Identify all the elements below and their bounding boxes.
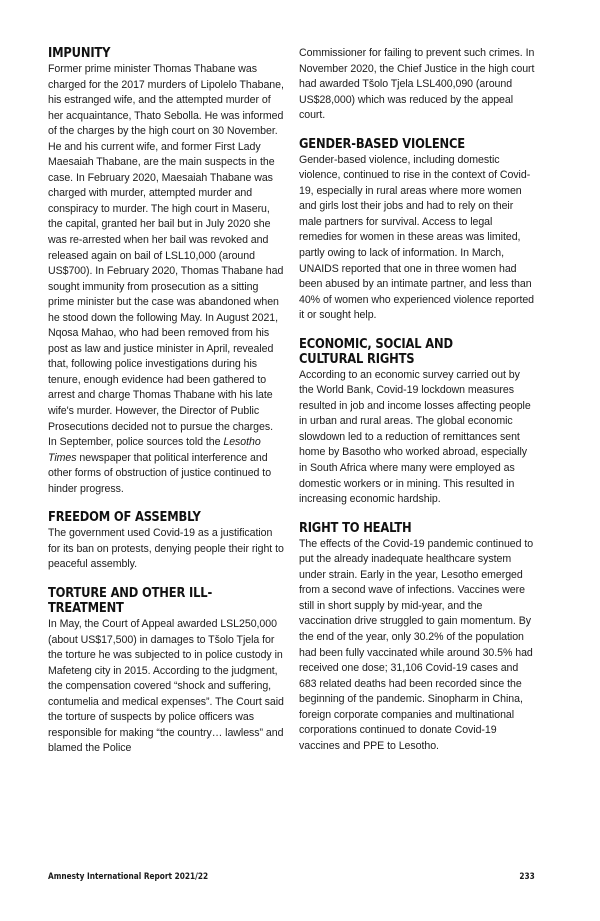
torture-heading: TORTURE AND OTHER ILL-TREATMENT xyxy=(48,585,213,616)
left-column xyxy=(48,46,284,757)
health-section xyxy=(299,521,535,755)
impunity-text: Former prime minister Thomas Thabane was charged for the 2017 murders of Lipolelo Thabane, his estranged wife, and the attempted murder of her acquaintance, Thato Sebolla. He was informed of the charges by the high court on 30 November. He and his current wife, and former First Lady Maesaiah Thabane, are the main suspects in the case. In February 2020, Maesaiah Thabane was charged with murder, attempted murder and conspiracy to murder. The high court in Maseru, the capital, granted her bail but in July 2020 she was re-arrested when her bail was revoked and released again on bail of LSL10,000 (around US$700). In February 2020, Thomas Thabane had sought immunity from prosecution as a sitting prime minister but the case was abandoned when he stood down the following May. In August 2021, Nqosa Mahao, who had been removed from his post as law and justice minister in April, revealed that, following police investigations during his tenure, enough evidence had been gathered to arrest and charge Thomas Thabane with his late wife's murder. However, the Director of Public Prosecutions decided not to pursue the charges. In September, police sources told the xyxy=(48,63,284,449)
assembly-paragraph: The government used Covid-19 as a justification for its ban on protests, denying people their right to peaceful assembly. xyxy=(48,527,284,571)
torture-section xyxy=(48,586,284,757)
gbv-paragraph: Gender-based violence, including domestic violence, continued to rise in the context of Covid-19, especially in rural areas where more women and girls lost their jobs and had to rely on their male partners for survival. Access to legal remedies for women in these areas was limited, partly owing to lack of information. In March, UNAIDS reported that one in three women had been abused by an intimate partner, and less than 40% of women who experienced violence reported it or sought help. xyxy=(299,153,535,322)
right-column xyxy=(299,46,535,754)
escr-paragraph: According to an economic survey carried out by the World Bank, Covid-19 lockdown measures resulted in job and income losses affecting people in urban and rural areas. The global economic slowdown led to a reduction of remittances sent home by Basotho who worked abroad, especially in South Africa where many were employed as domestic workers or in mining. This resulted in increasing economic hardship. xyxy=(299,368,531,506)
impunity-section xyxy=(48,46,284,497)
page-number: 233 xyxy=(519,872,535,882)
gbv-section xyxy=(299,137,535,324)
assembly-heading: FREEDOM OF ASSEMBLY xyxy=(48,510,201,526)
report-title: Amnesty International Report 2021/22 xyxy=(48,872,209,882)
health-heading: RIGHT TO HEALTH xyxy=(299,520,412,536)
lesotho-times-title: Lesotho Times xyxy=(48,436,261,464)
gbv-heading: GENDER-BASED VIOLENCE xyxy=(299,136,465,152)
escr-heading: ECONOMIC, SOCIAL AND CULTURAL RIGHTS xyxy=(299,336,453,367)
health-paragraph: The effects of the Covid-19 pandemic continued to put the already inadequate healthcare system under strain. Early in the year, Lesotho emerged from a second wave of infections. Vaccines were still in short supply by mid-year, and the vaccination drive struggled to gain momentum. By the end of the year, only 30.2% of the population had been fully vaccinated while around 30.5% had received one dose; 31,106 Covid-19 cases and 683 related deaths had been recorded since the beginning of the pandemic. Sinopharm in China, foreign corporate companies and multinational corporations continued to donate Covid-19 vaccines and PPE to Lesotho. xyxy=(299,537,534,752)
impunity-heading: IMPUNITY xyxy=(48,46,111,61)
impunity-text-end: newspaper that political interference and other forms of obstruction of justice continued to hinder progress. xyxy=(48,451,272,495)
escr-section xyxy=(299,337,535,508)
torture-continued-paragraph: Commissioner for failing to prevent such crimes. In November 2020, the Chief Justice in the high court had awarded Tšolo Tjela LSL400,090 (around US$28,000) which was reduced by the appeal court. xyxy=(299,47,535,122)
impunity-paragraph xyxy=(48,62,284,497)
assembly-section xyxy=(48,510,284,573)
torture-paragraph: In May, the Court of Appeal awarded LSL250,000 (about US$17,500) in damages to Tšolo Tjela for the torture he was subjected to in police custody in Mafeteng city in 2015. According to the judgment, the compensation covered “shock and suffering, contumelia and medical expenses”. The Court said the torture of suspects by police officers was responsible for making “the country… lawless” and blamed the Police xyxy=(48,617,284,755)
